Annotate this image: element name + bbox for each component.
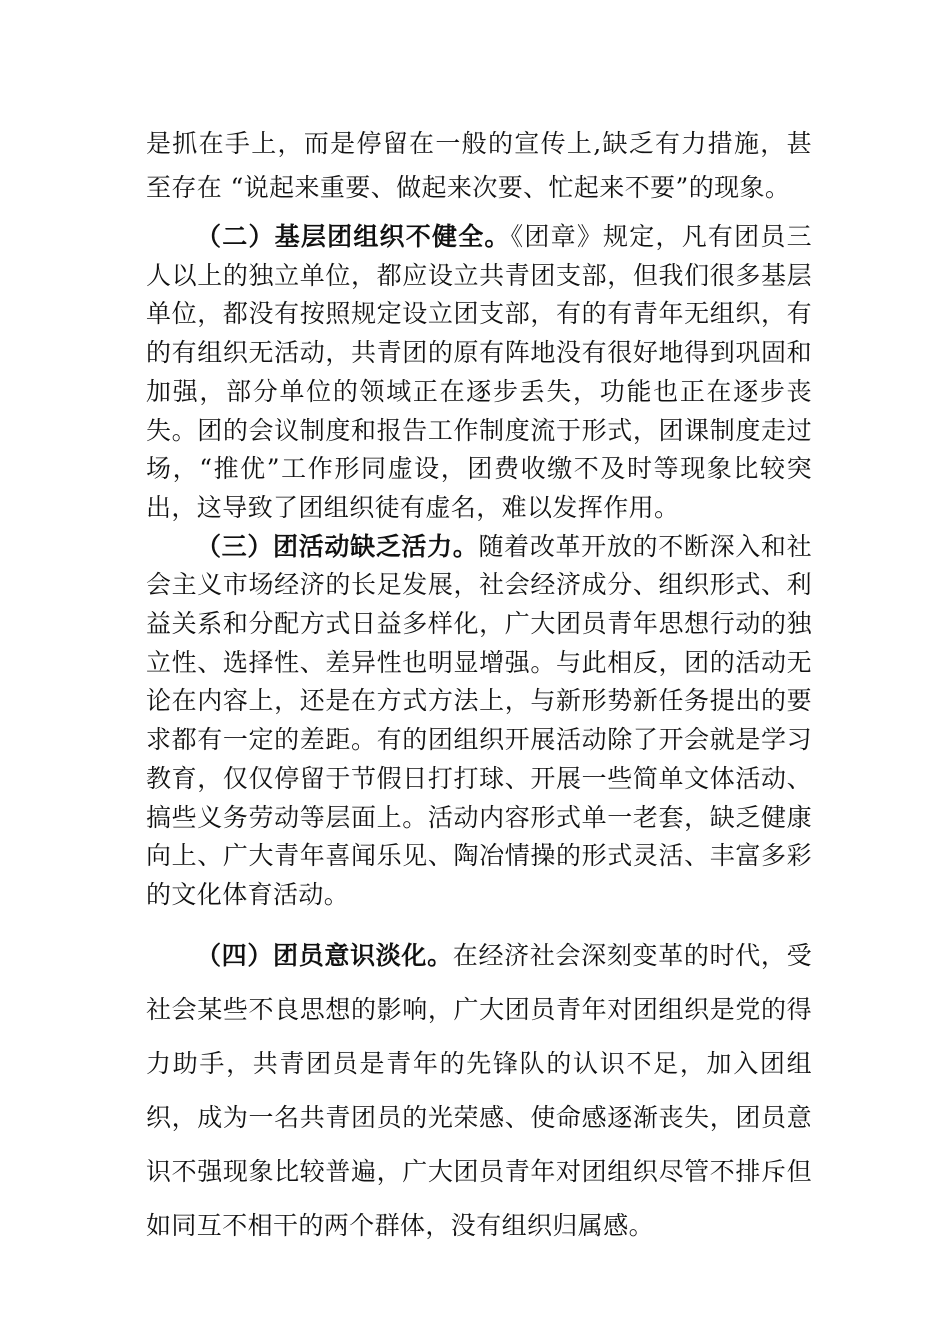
paragraph-continuation <box>146 122 812 210</box>
section-heading-4: （四）团员意识淡化。 <box>196 940 453 970</box>
paragraph-text: 随着改革开放的不断深入和社会主义市场经济的长足发展，社会经济成分、组织形式、利益关系和分配方式日益多样化，广大团员青年思想行动的独立性、选择性、差异性也明显增强。与此相反，团的活动无论在内容上，还是在方式方法上，与新形势新任务提出的要求都有一定的差距。有的团组织开展活动除了开会就是学习教育，仅仅停留于节假日打打球、开展一些简单文体活动、搞些义务劳动等层面上。活动内容形式单一老套，缺乏健康向上、广大青年喜闻乐见、陶冶情操的形式灵活、丰富多彩的文化体育活动。 <box>146 531 813 909</box>
document-page <box>146 122 812 1253</box>
section-heading-2: （二）基层团组织不健全。 <box>196 222 511 251</box>
paragraph-text: 在经济社会深刻变革的时代，受社会某些不良思想的影响，广大团员青年对团组织是党的得力助手，共青团员是青年的先锋队的认识不足，加入团组织，成为一名共青团员的光荣感、使命感逐渐丧失，团员意识不强现象比较普遍，广大团员青年对团组织尽管不排斥但如同互不相干的两个群体，没有组织归属感。 <box>146 940 812 1240</box>
paragraph-section-4 <box>146 929 812 1253</box>
paragraph-text: 是抓在手上，而是停留在一般的宣传上,缺乏有力措施，甚至存在 “说起来重要、做起来次要、忙起来不要”的现象。 <box>146 129 812 202</box>
section-heading-3: （三）团活动缺乏活力。 <box>196 531 479 561</box>
paragraph-section-3 <box>146 528 812 915</box>
paragraph-section-2 <box>146 218 812 528</box>
paragraph-text: 《团章》规定，凡有团员三人以上的独立单位，都应设立共青团支部，但我们很多基层单位，都没有按照规定设立团支部，有的有青年无组织，有的有组织无活动，共青团的原有阵地没有很好地得到巩固和加强，部分单位的领域正在逐步丢失，功能也正在逐步丧失。团的会议制度和报告工作制度流于形式，团课制度走过场，“推优”工作形同虚设，团费收缴不及时等现象比较突出，这导致了团组织徒有虚名，难以发挥作用。 <box>146 222 812 522</box>
